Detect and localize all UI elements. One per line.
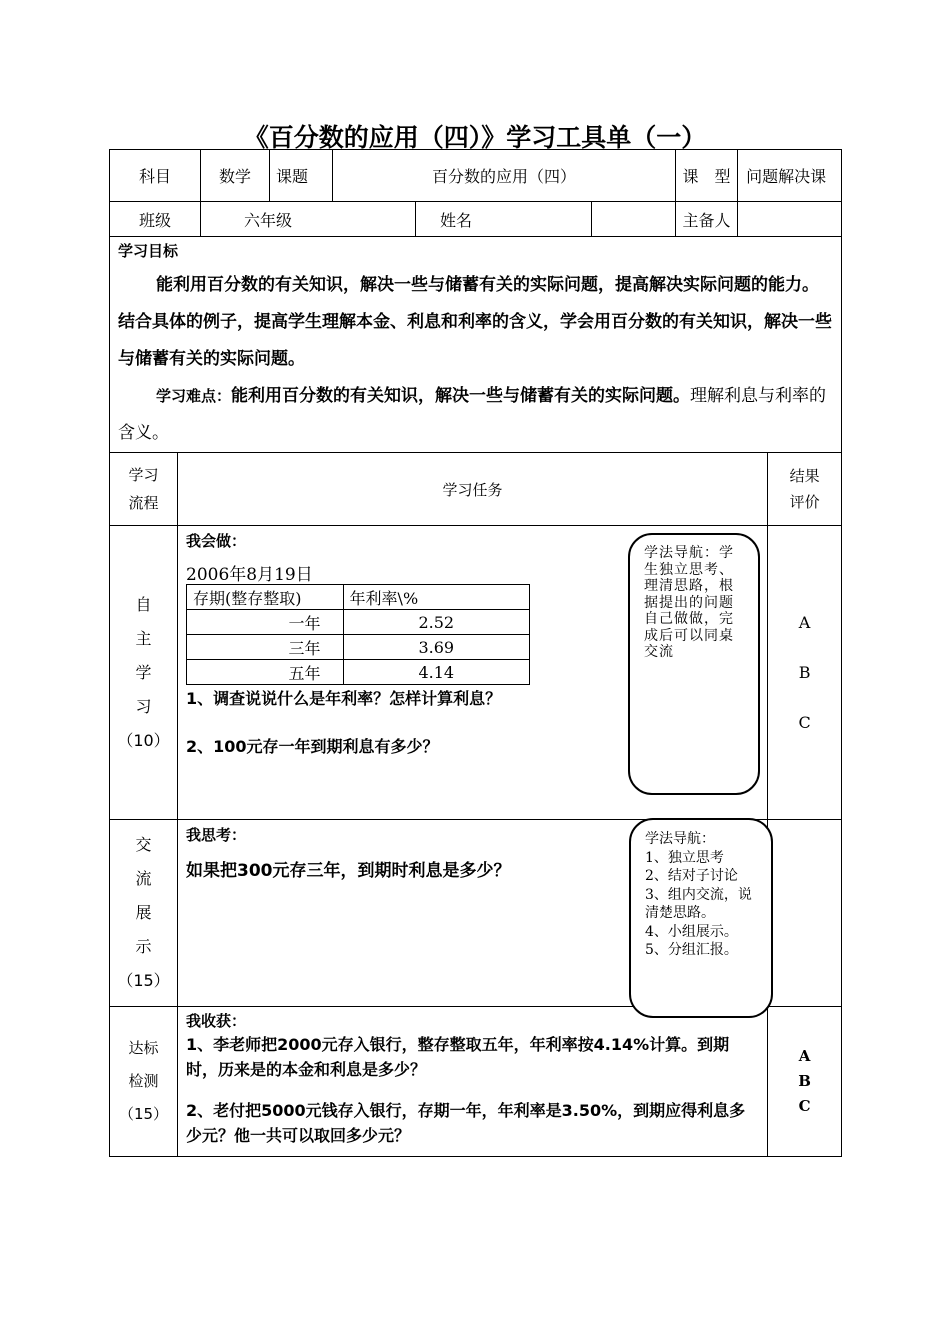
preparer-value[interactable] [738,202,842,237]
page-title: 《百分数的应用（四）》学习工具单（一） [243,123,707,152]
learning-goals [110,237,842,453]
name-label: 姓名 [416,202,592,237]
subject-value: 数学 [201,150,270,202]
topic-value: 百分数的应用（四） [333,150,676,202]
difficulty-paragraph: 学习难点：能利用百分数的有关知识，解决一些与储蓄有关的实际问题。理解利息与利率的含义。 [118,386,827,443]
table-row: 一年 2.52 [187,610,530,635]
self-study-eval: A B C [768,526,842,820]
table-row: 三年 3.69 [187,635,530,660]
test-task [178,1007,768,1157]
self-study-question-1: 1、调查说说什么是年利率？怎样计算利息？ [186,689,502,708]
class-label: 班级 [110,202,201,237]
flow-col-header: 学习 流程 [110,453,178,526]
name-value[interactable] [592,202,676,237]
class-value: 六年级 [201,202,416,237]
goals-paragraph: 能利用百分数的有关知识，解决一些与储蓄有关的实际问题，提高解决实际问题的能力。结合具体的例子，提高学生理解本金、利息和利率的含义，学会用百分数的有关知识，解决一些与储蓄有关的实际问题。 [118,275,832,369]
eval-col-header: 结果 评价 [768,453,842,526]
test-question-1: 1、李老师把2000元存入银行，整存整取五年，年利率按4.14%计算。到期时，历来是的本金和利息是多少？ [186,1035,730,1079]
test-eval: A B C [768,1007,842,1157]
stage-test: 达标 检测 （15） [110,1007,178,1157]
table-row: 五年 4.14 [187,660,530,685]
type-value: 问题解决课 [738,150,842,202]
study-guide-bubble-2: 学法导航： 1、独立思考 2、结对子讨论 3、组内交流，说清楚思路。 4、小组展示。 5、分组汇报。 [629,818,773,1018]
task-col-header: 学习任务 [178,453,768,526]
goals-heading: 学习目标 [118,242,179,260]
exchange-heading: 我思考： [186,826,247,844]
rate-table-header: 存期(整存整取) 年利率\% [187,585,530,610]
exchange-question: 如果把300元存三年，到期时利息是多少？ [186,861,511,881]
preparer-label: 主备人 [676,202,738,237]
self-study-question-2: 2、100元存一年到期利息有多少？ [186,737,439,756]
self-study-heading: 我会做： [186,532,247,550]
subject-label: 科目 [110,150,201,202]
type-label: 课 型 [676,150,738,202]
test-question-2: 2、老付把5000元钱存入银行，存期一年，年利率是3.50%，到期应得利息多少元？他一共可以取回多少元？ [186,1101,746,1145]
rate-date: 2006年8月19日 [186,565,313,585]
topic-label: 课题 [270,150,333,202]
exchange-eval [768,820,842,1007]
stage-self-study: 自 主 学 习 （10） [110,526,178,820]
stage-exchange: 交 流 展 示 （15） [110,820,178,1007]
rate-table [186,584,530,685]
test-heading: 我收获： [186,1012,247,1030]
study-guide-bubble-1: 学法导航：学生独立思考、理清思路，根据提出的问题自己做做，完成后可以同桌交流 [628,533,760,795]
